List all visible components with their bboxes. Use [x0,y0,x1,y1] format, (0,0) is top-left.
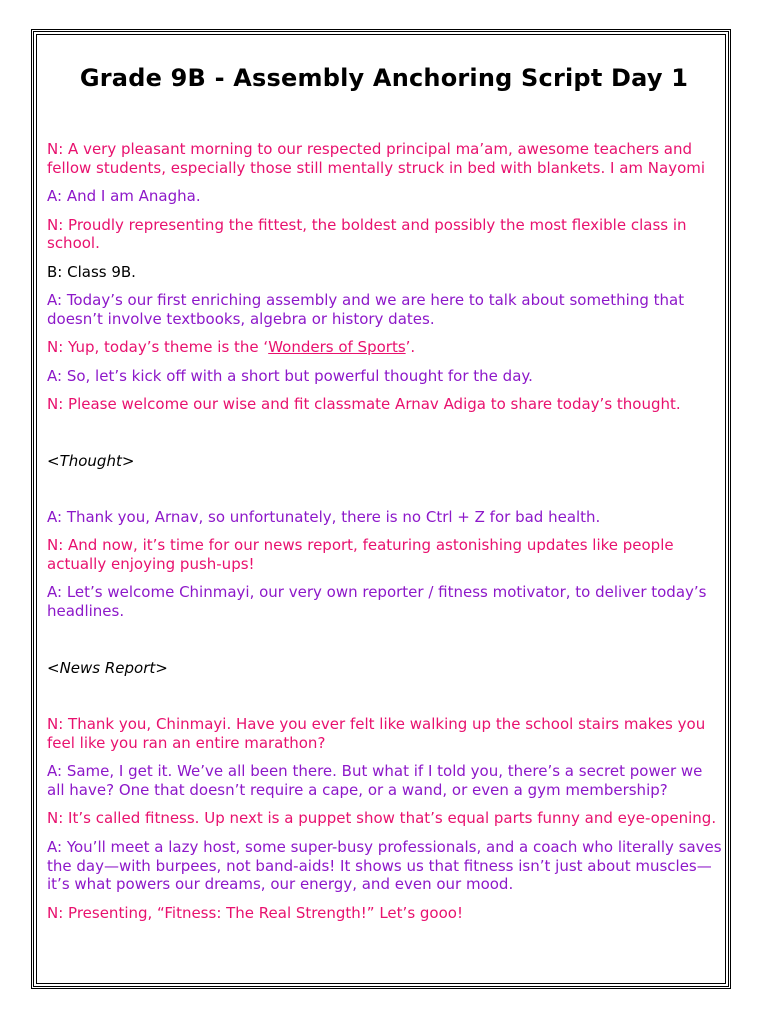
script-line-fitness-puppet: N: It’s called fitness. Up next is a puppet show that’s equal parts funny and eye-opening. [47,809,717,828]
script-line-first-assembly: A: Today’s our first enriching assembly and we are here to talk about something that doesn’t involve textbooks, algebra or history dates. [47,291,685,328]
script-line-puppet-description: A: You’ll meet a lazy host, some super-busy professionals, and a coach who literally saves the day—with burpees, not band-aids! It shows us that fitness isn’t just about muscles—it’s what powers our dreams, our energy, and even our mood. [47,837,722,894]
script-line-thank-chinmayi: N: Thank you, Chinmayi. Have you ever felt like walking up the school stairs makes you feel like you ran an entire marathon? [47,715,706,752]
script-line-welcome-arnav: N: Please welcome our wise and fit classmate Arnav Adiga to share today’s thought. [47,395,681,414]
theme-prefix: N: Yup, today’s theme is the ‘ [47,338,269,357]
script-line-news-report: N: And now, it’s time for our news report, featuring astonishing updates like people actually enjoying push-ups! [47,536,674,574]
script-line-welcome-chinmayi: A: Let’s welcome Chinmayi, our very own reporter / fitness motivator, to deliver today’s headlines. [47,583,707,621]
script-line-presenting: N: Presenting, “Fitness: The Real Strength!” Let’s gooo! [47,903,463,922]
script-line-nayomi-greeting: N: A very pleasant morning to our respected principal ma’am, awesome teachers and fellow students, especially those still mentally struck in bed with blankets. I am Nayomi [47,140,706,177]
script-line-secret-power: A: Same, I get it. We’ve all been there. But what if I told you, there’s a secret power we all have? One that doesn’t require a cape, or a wand, or even a gym membership? [47,762,703,800]
script-line-class-9b: B: Class 9B. [47,262,136,281]
document-title: Grade 9B - Assembly Anchoring Script Day 1 [79,64,689,92]
theme-suffix: ’. [405,338,416,357]
script-body [47,140,723,932]
cue-news-report: <News Report> [47,658,168,677]
cue-thought: <Thought> [47,451,135,470]
script-line-representing-class: N: Proudly representing the fittest, the boldest and possibly the most flexible class in school. [47,215,687,253]
script-line-kick-off: A: So, let’s kick off with a short but powerful thought for the day. [47,366,533,385]
script-line-anagha-intro: A: And I am Anagha. [47,187,201,206]
script-line-thank-arnav: A: Thank you, Arnav, so unfortunately, there is no Ctrl + Z for bad health. [47,507,601,526]
script-line-theme [47,338,723,357]
theme-name: Wonders of Sports [268,338,406,357]
